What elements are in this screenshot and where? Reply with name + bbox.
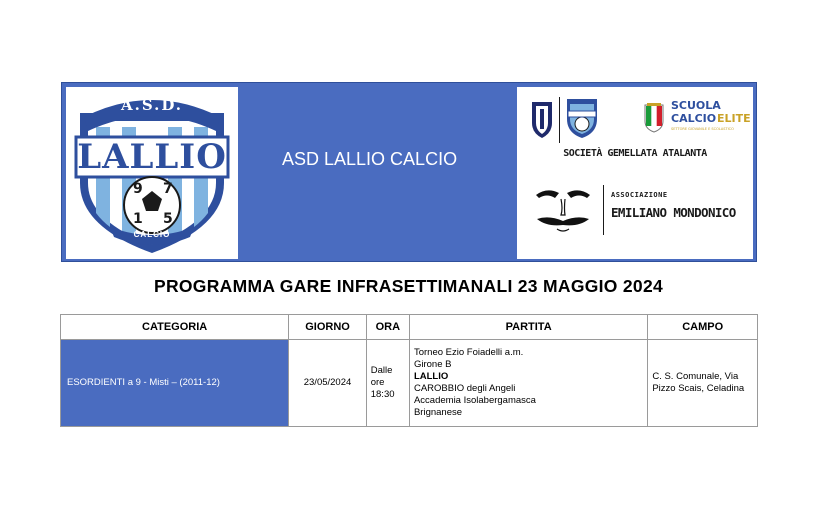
partita-torneo: Torneo Ezio Foiadelli a.m.	[413, 347, 524, 358]
crest-year-digit-4: 5	[163, 211, 173, 227]
partita-team-4: Brignanese	[413, 407, 463, 418]
table-row	[61, 340, 758, 427]
header-giorno: GIORNO	[289, 315, 366, 340]
calcio-text: CALCIO	[671, 112, 717, 125]
crest-name-text: LALLIO	[77, 137, 227, 177]
header-partita: PARTITA	[409, 315, 647, 340]
cell-giorno: 23/05/2024	[289, 340, 366, 427]
partita-girone: Girone B	[413, 359, 452, 370]
schedule-table	[60, 314, 758, 427]
page-title: PROGRAMMA GARE INFRASETTIMANALI 23 MAGGIO 2024	[153, 276, 664, 296]
assoc-name: EMILIANO MONDONICO	[611, 205, 736, 220]
atalanta-crest-icon	[531, 99, 553, 139]
partita-team-2: CAROBBIO degli Angeli	[413, 383, 516, 394]
partner-logos	[517, 87, 753, 259]
cell-categoria: ESORDIENTI a 9 - Misti – (2011-12)	[61, 340, 289, 427]
header-banner	[61, 82, 757, 262]
crest-top-text: A.S.D.	[120, 96, 184, 114]
cell-ora	[366, 340, 409, 427]
crest-bottom-text: CALCIO	[133, 230, 171, 239]
table-header-row	[61, 315, 758, 340]
crest-year-digit-2: 7	[163, 181, 173, 197]
partita-team-lallio: LALLIO	[413, 371, 449, 382]
sgs-caption: SETTORE GIOVANILE E SCOLASTICO	[671, 127, 734, 131]
partita-team-3: Accademia Isolabergamasca	[413, 395, 536, 406]
club-name: ASD LALLIO CALCIO	[282, 149, 458, 169]
asd-small-crest-icon	[565, 95, 599, 139]
club-logo	[66, 87, 238, 259]
campo-line-2: Pizzo Scais, Celadina	[652, 383, 745, 394]
campo-line-1: C. S. Comunale, Via	[652, 371, 739, 382]
assoc-divider	[603, 185, 604, 235]
elite-text: ELITE	[717, 112, 751, 125]
cell-partita	[409, 340, 647, 427]
ora-line-3: 18:30	[370, 389, 395, 400]
crest-year-digit-3: 1	[133, 211, 143, 227]
scuola-text: SCUOLA	[671, 99, 721, 112]
figc-shield-icon	[644, 103, 664, 133]
logo-divider	[559, 97, 560, 143]
header-categoria: CATEGORIA	[61, 315, 289, 340]
mondonico-face-icon	[533, 185, 593, 237]
cell-campo	[648, 340, 758, 427]
crest-year-digit-1: 9	[133, 181, 143, 197]
assoc-label: ASSOCIAZIONE	[611, 191, 668, 199]
gemellata-text: SOCIETÀ GEMELLATA ATALANTA	[563, 148, 707, 159]
header-campo: CAMPO	[648, 315, 758, 340]
ora-line-1: Dalle	[370, 365, 393, 376]
header-ora: ORA	[366, 315, 409, 340]
ora-line-2: ore	[370, 377, 385, 388]
